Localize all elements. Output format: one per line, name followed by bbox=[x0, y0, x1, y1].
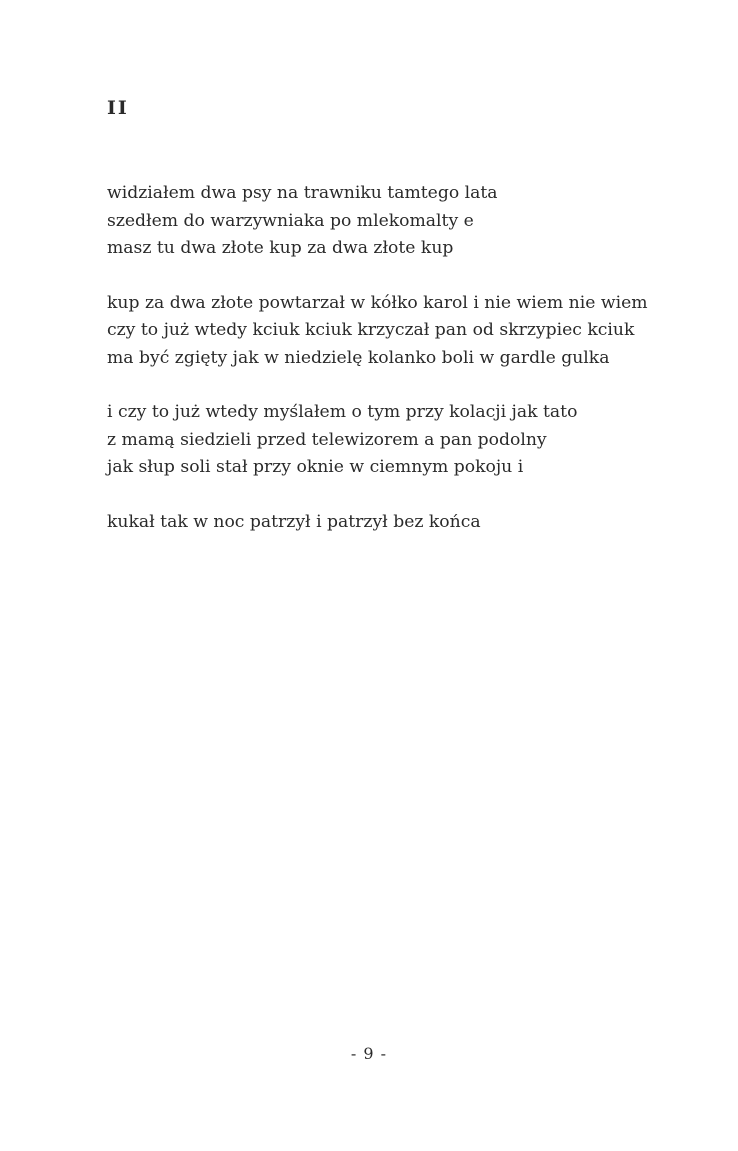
poem-line: widziałem dwa psy na trawniku tamtego lata bbox=[107, 183, 498, 203]
section-heading: II bbox=[107, 97, 129, 119]
poem-line: z mamą siedzieli przed telewizorem a pan podolny bbox=[107, 429, 547, 450]
poem-line: ma być zgięty jak w niedzielę kolanko boli w gardle gulka bbox=[107, 347, 610, 368]
poem-line: szedłem do warzywniaka po mlekomalty e bbox=[107, 210, 474, 231]
poem bbox=[107, 180, 707, 563]
poem-line: i czy to już wtedy myślałem o tym przy kolacji jak tato bbox=[107, 402, 578, 422]
poem-line: jak słup soli stał przy oknie w ciemnym pokoju i bbox=[107, 457, 524, 477]
poem-line: czy to już wtedy kciuk kciuk krzyczał pan od skrzypiec kciuk bbox=[107, 320, 635, 340]
stanza-1 bbox=[107, 180, 707, 263]
page-number: - 9 - bbox=[350, 1044, 388, 1063]
poem-line: kup za dwa złote powtarzał w kółko karol i nie wiem nie wiem bbox=[107, 292, 648, 313]
stanza-3 bbox=[107, 399, 707, 482]
stanza-2 bbox=[107, 290, 707, 373]
poem-line: masz tu dwa złote kup za dwa złote kup bbox=[107, 238, 454, 258]
poem-line: kukał tak w noc patrzył i patrzył bez końca bbox=[107, 511, 481, 532]
stanza-4 bbox=[107, 509, 707, 537]
